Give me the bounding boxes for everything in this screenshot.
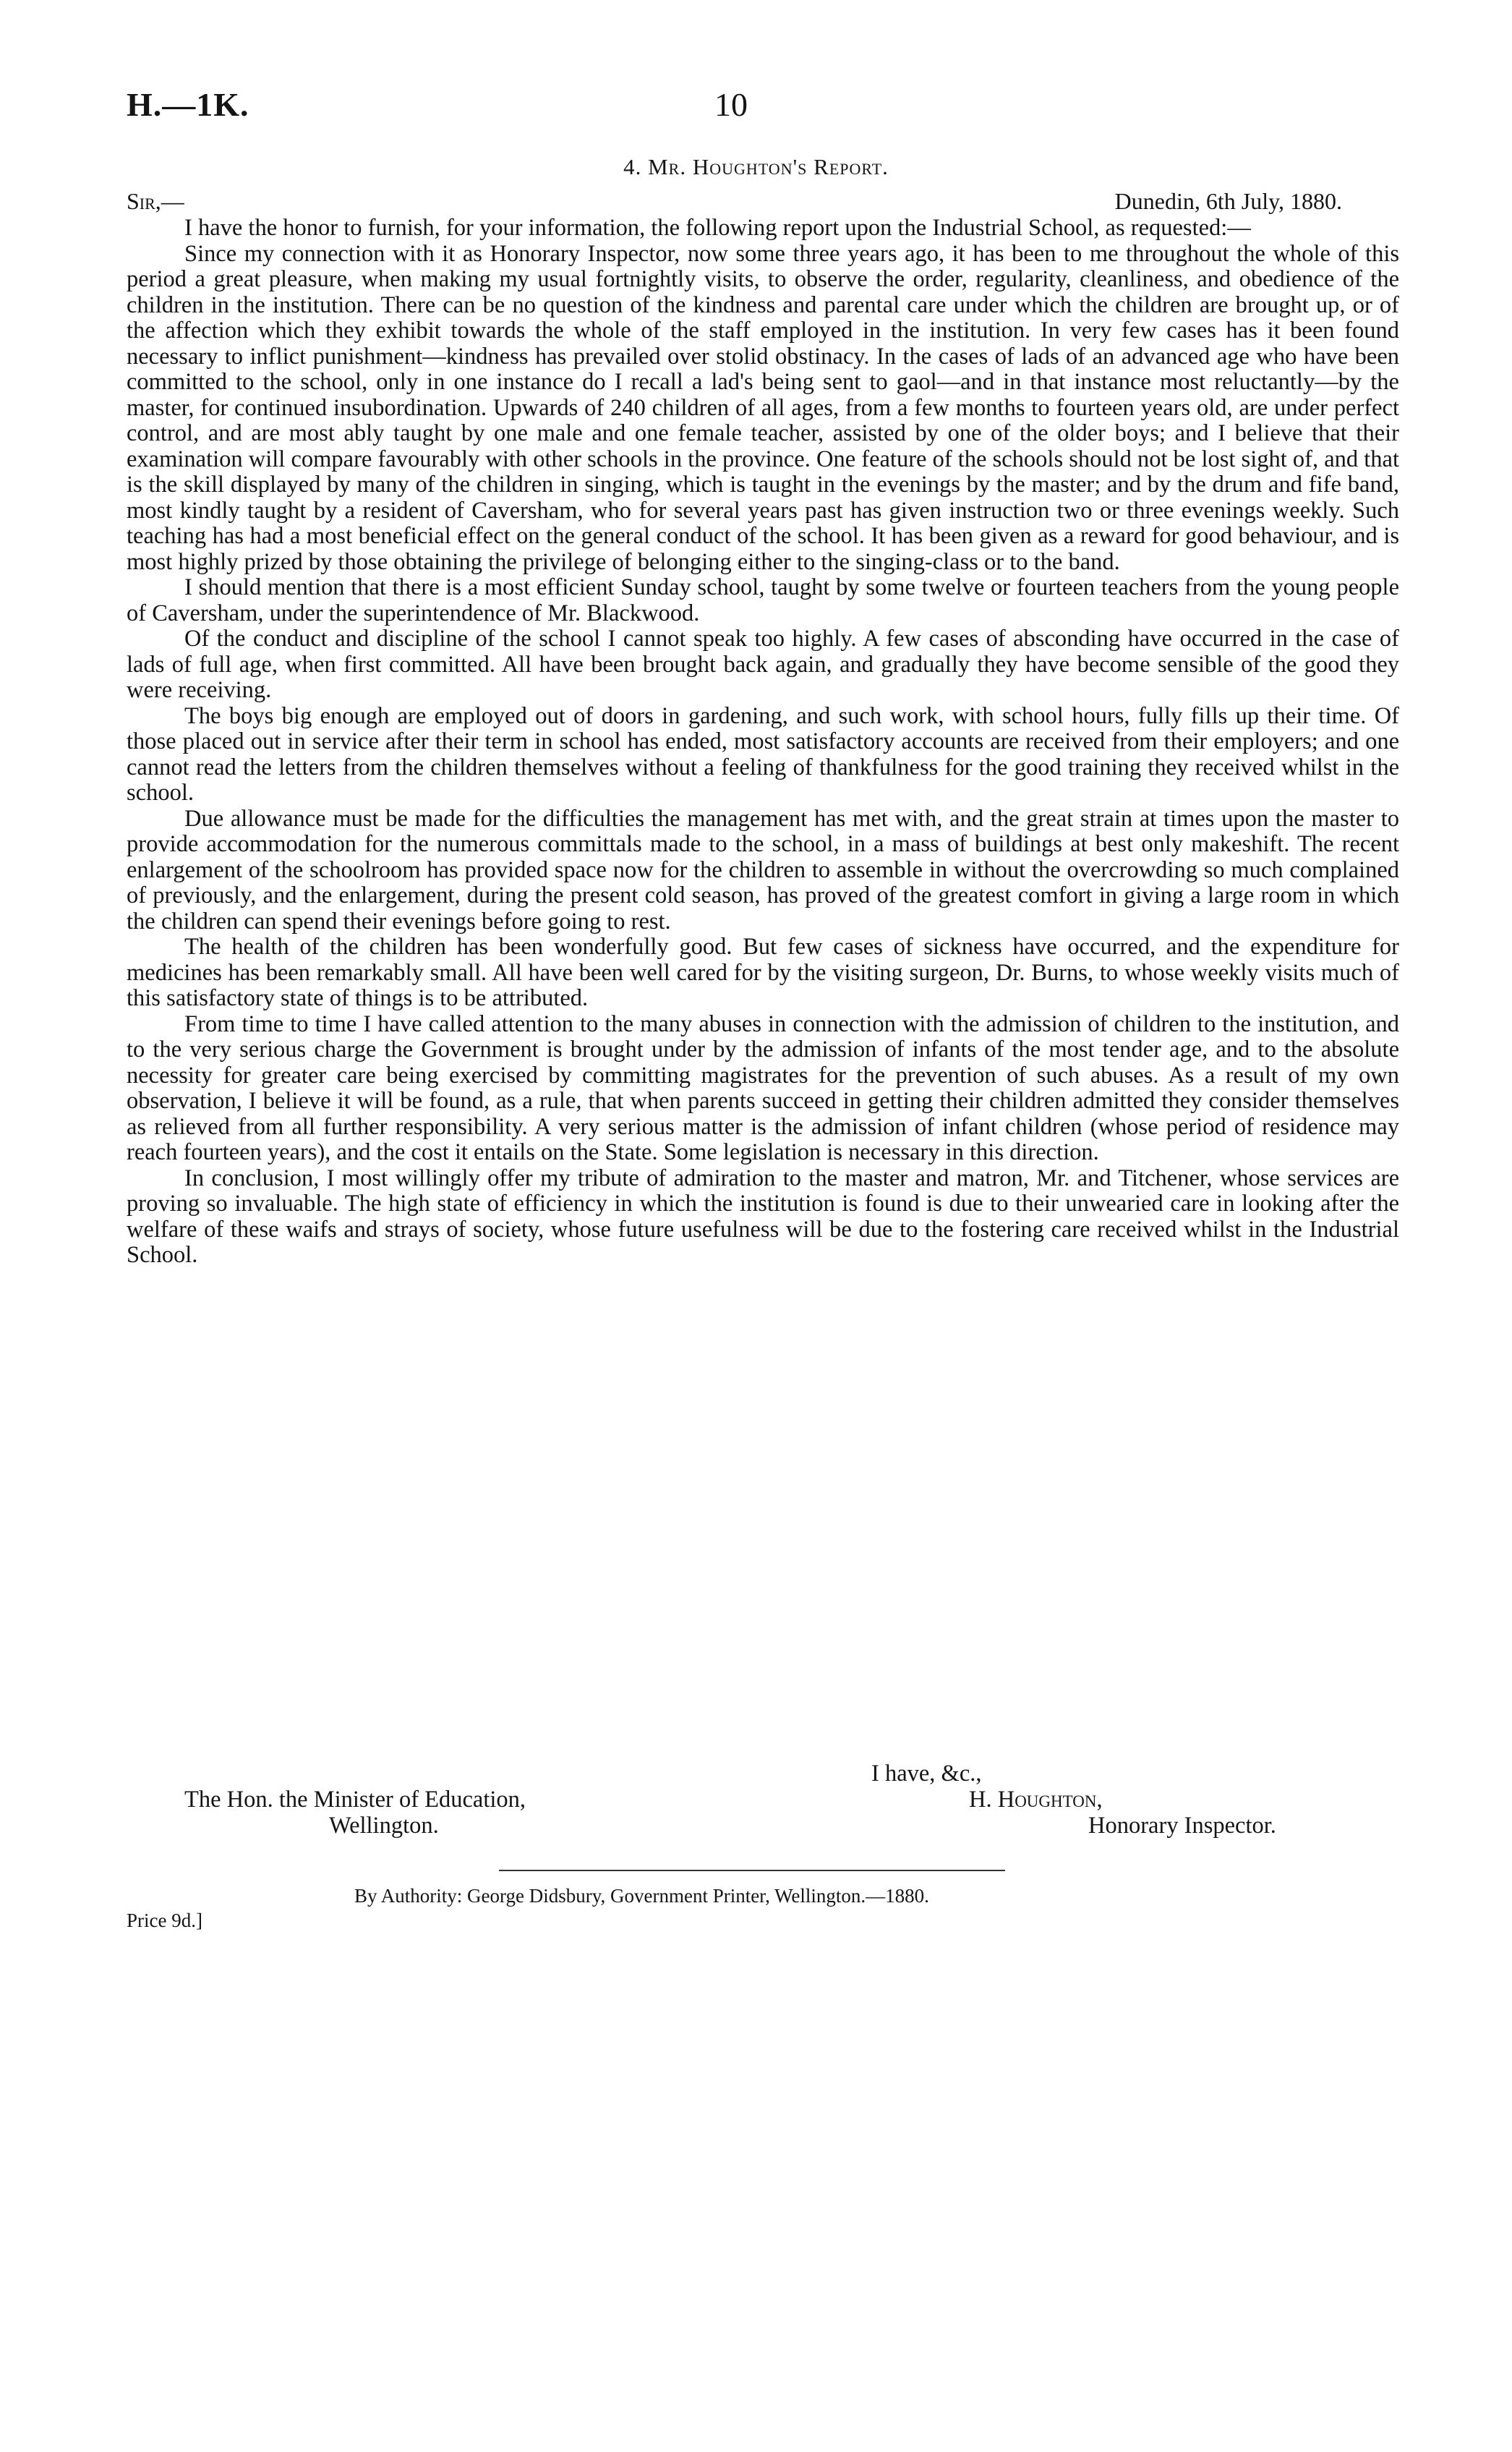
paragraph-9: In conclusion, I most willingly offer my tribute of admiration to the master and matron, Mr. and Titchener, whose services are proving so invaluable. The high state of efficiency in which the institution is found is due to their unwearied care in looking after the welfare of these waifs and strays of society, whose future usefulness will be due to the fostering care received whilst in the Industrial School. (127, 1165, 1399, 1268)
report-title: 4. Mr. Houghton's Report. (623, 154, 889, 179)
report-body (127, 216, 1399, 1269)
footer-authority: By Authority: George Didsbury, Government Printer, Wellington.—1880. (354, 1885, 929, 1907)
paragraph-6: Due allowance must be made for the difficulties the management has met with, and the great strain at times upon the master to provide accommodation for the numerous committals made to the school, in a mass of buildings at best only makeshift. The recent enlargement of the schoolroom has provided space now for the children to assemble in without the overcrowding so much complained of previously, and the enlargement, during the present cold season, has proved of the greatest comfort in giving a large room in which the children can spend their evenings before going to rest. (127, 805, 1399, 935)
salutation-row (127, 188, 1342, 217)
closing: I have, &c., (871, 1761, 982, 1787)
paragraph-4: Of the conduct and discipline of the school I cannot speak too highly. A few cases of absconding have occurred in the case of lads of full age, when first committed. All have been brought back again, and gradually they have become sensible of the good they were receiving. (127, 626, 1399, 703)
salutation: Sir,— (127, 188, 184, 214)
signature-title: Honorary Inspector. (1088, 1813, 1276, 1839)
signature-name: H. Houghton, (969, 1787, 1103, 1813)
footer-rule (499, 1870, 1005, 1871)
price: Price 9d.] (127, 1910, 202, 1931)
paragraph-8: From time to time I have called attention to the many abuses in connection with the admission of children to the institution, and to the very serious charge the Government is brought under by the admission of infants of the most tender age, and to the absolute necessity for greater care being exercised by committing magistrates for the prevention of such abuses. As a result of my own observation, I believe it will be found, as a rule, that when parents succeed in getting their children admitted they consider themselves as relieved from all further responsibility. A very serious matter is the admission of infant children (whose period of residence may reach fourteen years), and the cost it entails on the State. Some legislation is necessary in this direction. (127, 1010, 1399, 1165)
place-date: Dunedin, 6th July, 1880. (1114, 188, 1342, 214)
paragraph-1: I have the honor to furnish, for your information, the following report upon the Industrial School, as requested:— (184, 215, 1251, 241)
paragraph-2: Since my connection with it as Honorary Inspector, now some three years ago, it has been to me throughout the whole of this period a great pleasure, when making my usual fortnightly visits, to observe the order, regularity, cleanliness, and obedience of the children in the institution. There can be no question of the kindness and parental care under which the children are brought up, or of the affection which they exhibit towards the whole of the staff employed in the institution. In very few cases has it been found necessary to inflict punishment—kindness has prevailed over stolid obstinacy. In the cases of lads of an advanced age who have been committed to the school, only in one instance do I recall a lad's being sent to gaol—and in that instance most reluctantly—by the master, for continued insubordination. Upwards of 240 children of all ages, from a few months to fourteen years old, are under perfect control, and are most ably taught by one male and one female teacher, assisted by one of the older boys; and I believe that their examination will compare favourably with other schools in the province. One feature of the schools should not be lost sight of, and that is the skill displayed by many of the children in singing, which is taught in the evenings by the master; and by the drum and fife band, most kindly taught by a resident of Caversham, who for several years past has given instruction two or three evenings weekly. Such teaching has had a most beneficial effect on the general conduct of the school. It has been given as a reward for good behaviour, and is most highly prized by those obtaining the privilege of belonging either to the singing-class or to the band. (127, 240, 1399, 575)
header-code: H.—1K. (127, 86, 249, 123)
paragraph-7: The health of the children has been wonderfully good. But few cases of sickness have occurred, and the expenditure for medicines has been remarkably small. All have been well cared for by the visiting surgeon, Dr. Burns, to whose weekly visits much of this satisfactory state of things is to be attributed. (127, 934, 1399, 1011)
recipient-line-2: Wellington. (329, 1813, 439, 1839)
recipient-line-1: The Hon. the Minister of Education, (184, 1787, 526, 1813)
page-number: 10 (714, 86, 748, 123)
paragraph-3: I should mention that there is a most efficient Sunday school, taught by some twelve or fourteen teachers from the young people of Caversham, under the superintendence of Mr. Blackwood. (127, 574, 1399, 626)
paragraph-5: The boys big enough are employed out of doors in gardening, and such work, with school hours, fully fills up their time. Of those placed out in service after their term in school has ended, most satisfactory accounts are received from their employers; and one cannot read the letters from the children themselves without a feeling of thankfulness for the good training they received whilst in the school. (127, 702, 1399, 806)
